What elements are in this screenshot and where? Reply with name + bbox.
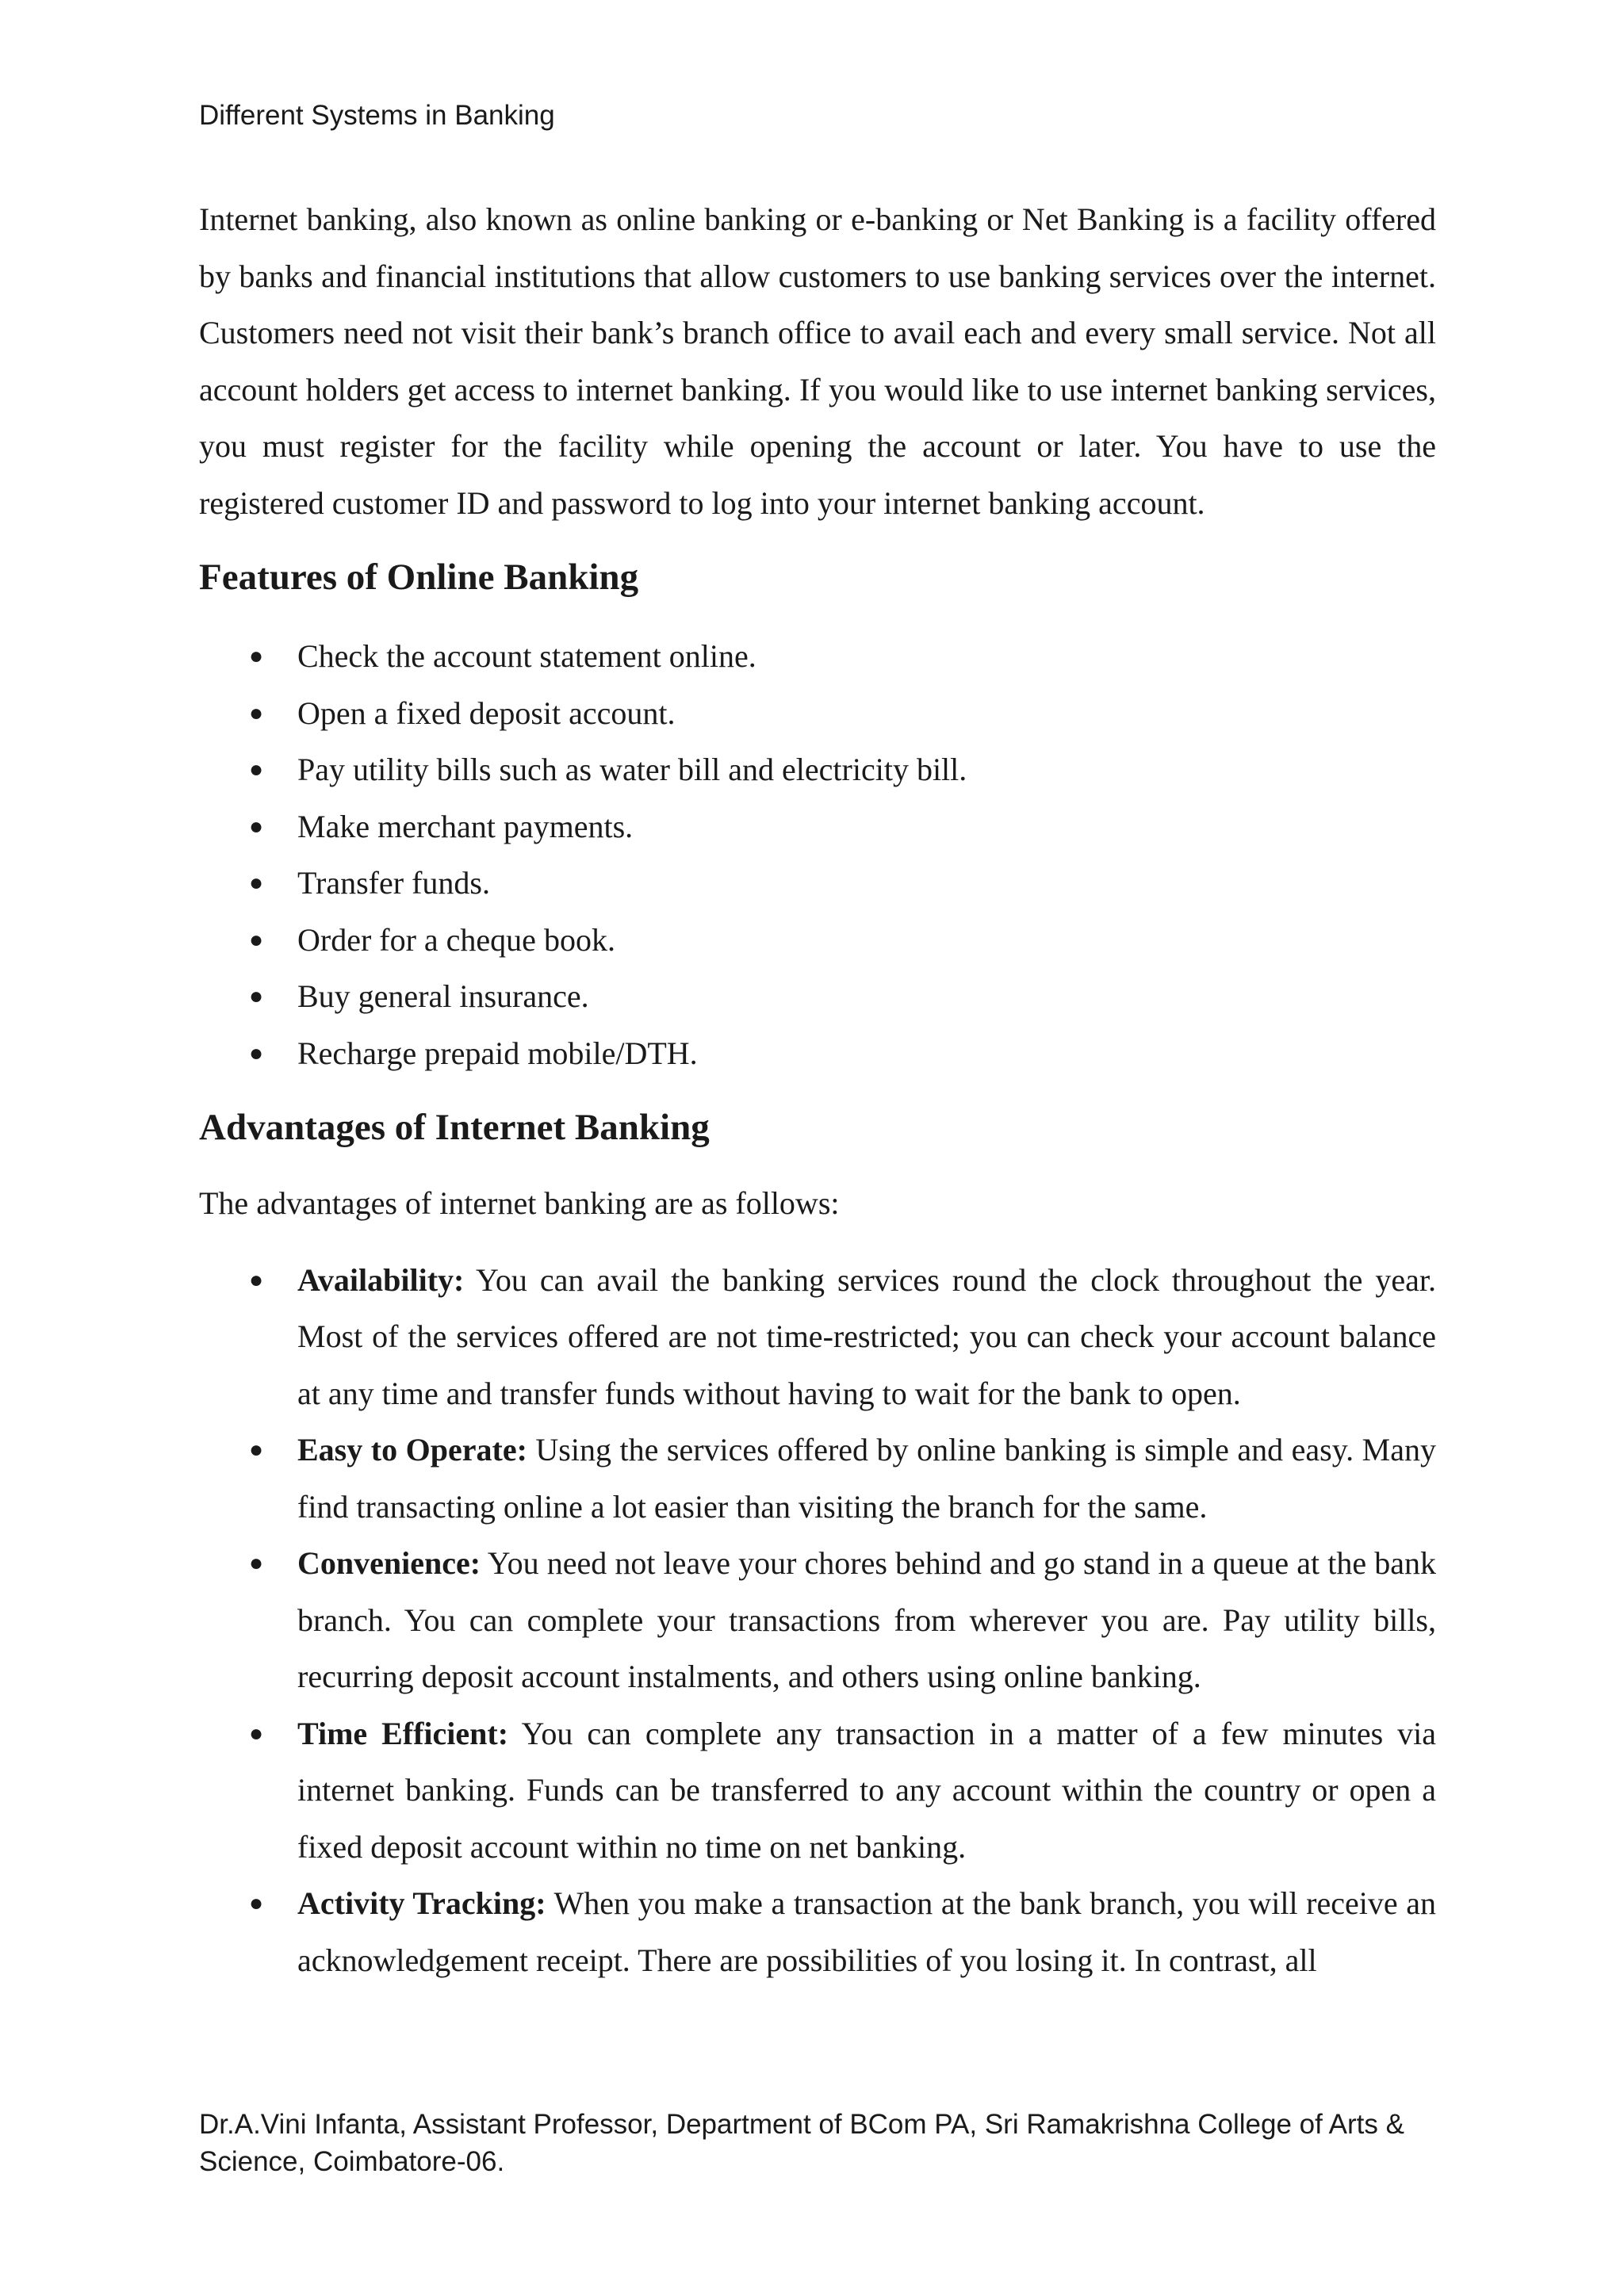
advantage-text: When you make a transaction at the bank branch, you will receive an acknowledgement receipt. There are possibilities of you losing it. In contrast, all — [297, 1885, 1436, 1978]
list-item — [199, 1252, 1436, 1422]
bullet-icon: ● — [249, 1437, 264, 1463]
footer-line-2: Science, Coimbatore-06. — [199, 2146, 505, 2177]
header-title: Different Systems in Banking — [199, 100, 555, 131]
bullet-icon: ● — [249, 699, 264, 726]
list-item — [199, 1705, 1436, 1876]
advantage-label: Availability: — [297, 1261, 465, 1298]
list-item: ● Transfer funds. — [199, 855, 1436, 912]
document-body — [199, 191, 1436, 1988]
footer-line-1: Dr.A.Vini Infanta, Assistant Professor, Department of BCom PA, Sri Ramakrishna College of Arts & — [199, 2109, 1404, 2140]
list-item — [199, 1535, 1436, 1705]
bullet-icon: ● — [249, 643, 264, 669]
bullet-icon: ● — [249, 983, 264, 1009]
bullet-icon: ● — [249, 1890, 264, 1916]
list-item: ● Open a fixed deposit account. — [199, 685, 1436, 742]
advantage-text: You can avail the banking services round the clock throughout the year. Most of the services offered are not time-restricted; you can check your account balance at any time and transfer funds without having to wait for the bank to open. — [297, 1261, 1436, 1411]
advantage-text: Using the services offered by online banking is simple and easy. Many find transacting online a lot easier than visiting the branch for the same. — [297, 1432, 1436, 1525]
advantage-text: You need not leave your chores behind and go stand in a queue at the bank branch. You can complete your transactions from wherever you are. Pay utility bills, recurring deposit account instalments, and others using online banking. — [297, 1545, 1436, 1694]
features-list — [199, 628, 1436, 1081]
bullet-icon: ● — [249, 1550, 264, 1576]
advantage-text: You can complete any transaction in a matter of a few minutes via internet banking. Funds can be transferred to any account within the country or open a fixed deposit account within no time on net banking. — [297, 1715, 1436, 1865]
bullet-icon: ● — [249, 813, 264, 840]
list-item: ● Recharge prepaid mobile/DTH. — [199, 1025, 1436, 1082]
page-footer — [199, 2106, 1436, 2180]
bullet-icon: ● — [249, 926, 264, 953]
list-item: ● Buy general insurance. — [199, 968, 1436, 1025]
advantage-label: Time Efficient: — [297, 1715, 509, 1751]
advantages-list — [199, 1252, 1436, 1989]
list-item: ● Make merchant payments. — [199, 798, 1436, 855]
advantage-label: Easy to Operate: — [297, 1432, 527, 1468]
intro-paragraph: Internet banking, also known as online banking or e-banking or Net Banking is a facility offered by banks and financial institutions that allow customers to use banking services over the internet. Customers need not visit their bank’s branch office to avail each and every small service. Not all account holders get access to internet banking. If you would like to use internet banking services, you must register for the facility while opening the account or later. You have to use the registered customer ID and password to log into your internet banking account. — [199, 201, 1436, 521]
bullet-icon: ● — [249, 756, 264, 783]
list-item: ● Check the account statement online. — [199, 628, 1436, 685]
list-item: ● Order for a cheque book. — [199, 912, 1436, 969]
bullet-icon: ● — [249, 870, 264, 896]
list-item — [199, 1422, 1436, 1535]
bullet-icon: ● — [249, 1039, 264, 1066]
page-header — [199, 97, 555, 135]
list-item — [199, 1875, 1436, 1988]
features-heading: Features of Online Banking — [199, 557, 639, 598]
bullet-icon: ● — [249, 1720, 264, 1747]
advantage-label: Convenience: — [297, 1545, 481, 1581]
bullet-icon: ● — [249, 1266, 264, 1293]
advantages-heading: Advantages of Internet Banking — [199, 1107, 710, 1148]
advantages-intro: The advantages of internet banking are as follows: — [199, 1185, 840, 1221]
list-item: ● Pay utility bills such as water bill and electricity bill. — [199, 741, 1436, 798]
advantage-label: Activity Tracking: — [297, 1885, 546, 1921]
